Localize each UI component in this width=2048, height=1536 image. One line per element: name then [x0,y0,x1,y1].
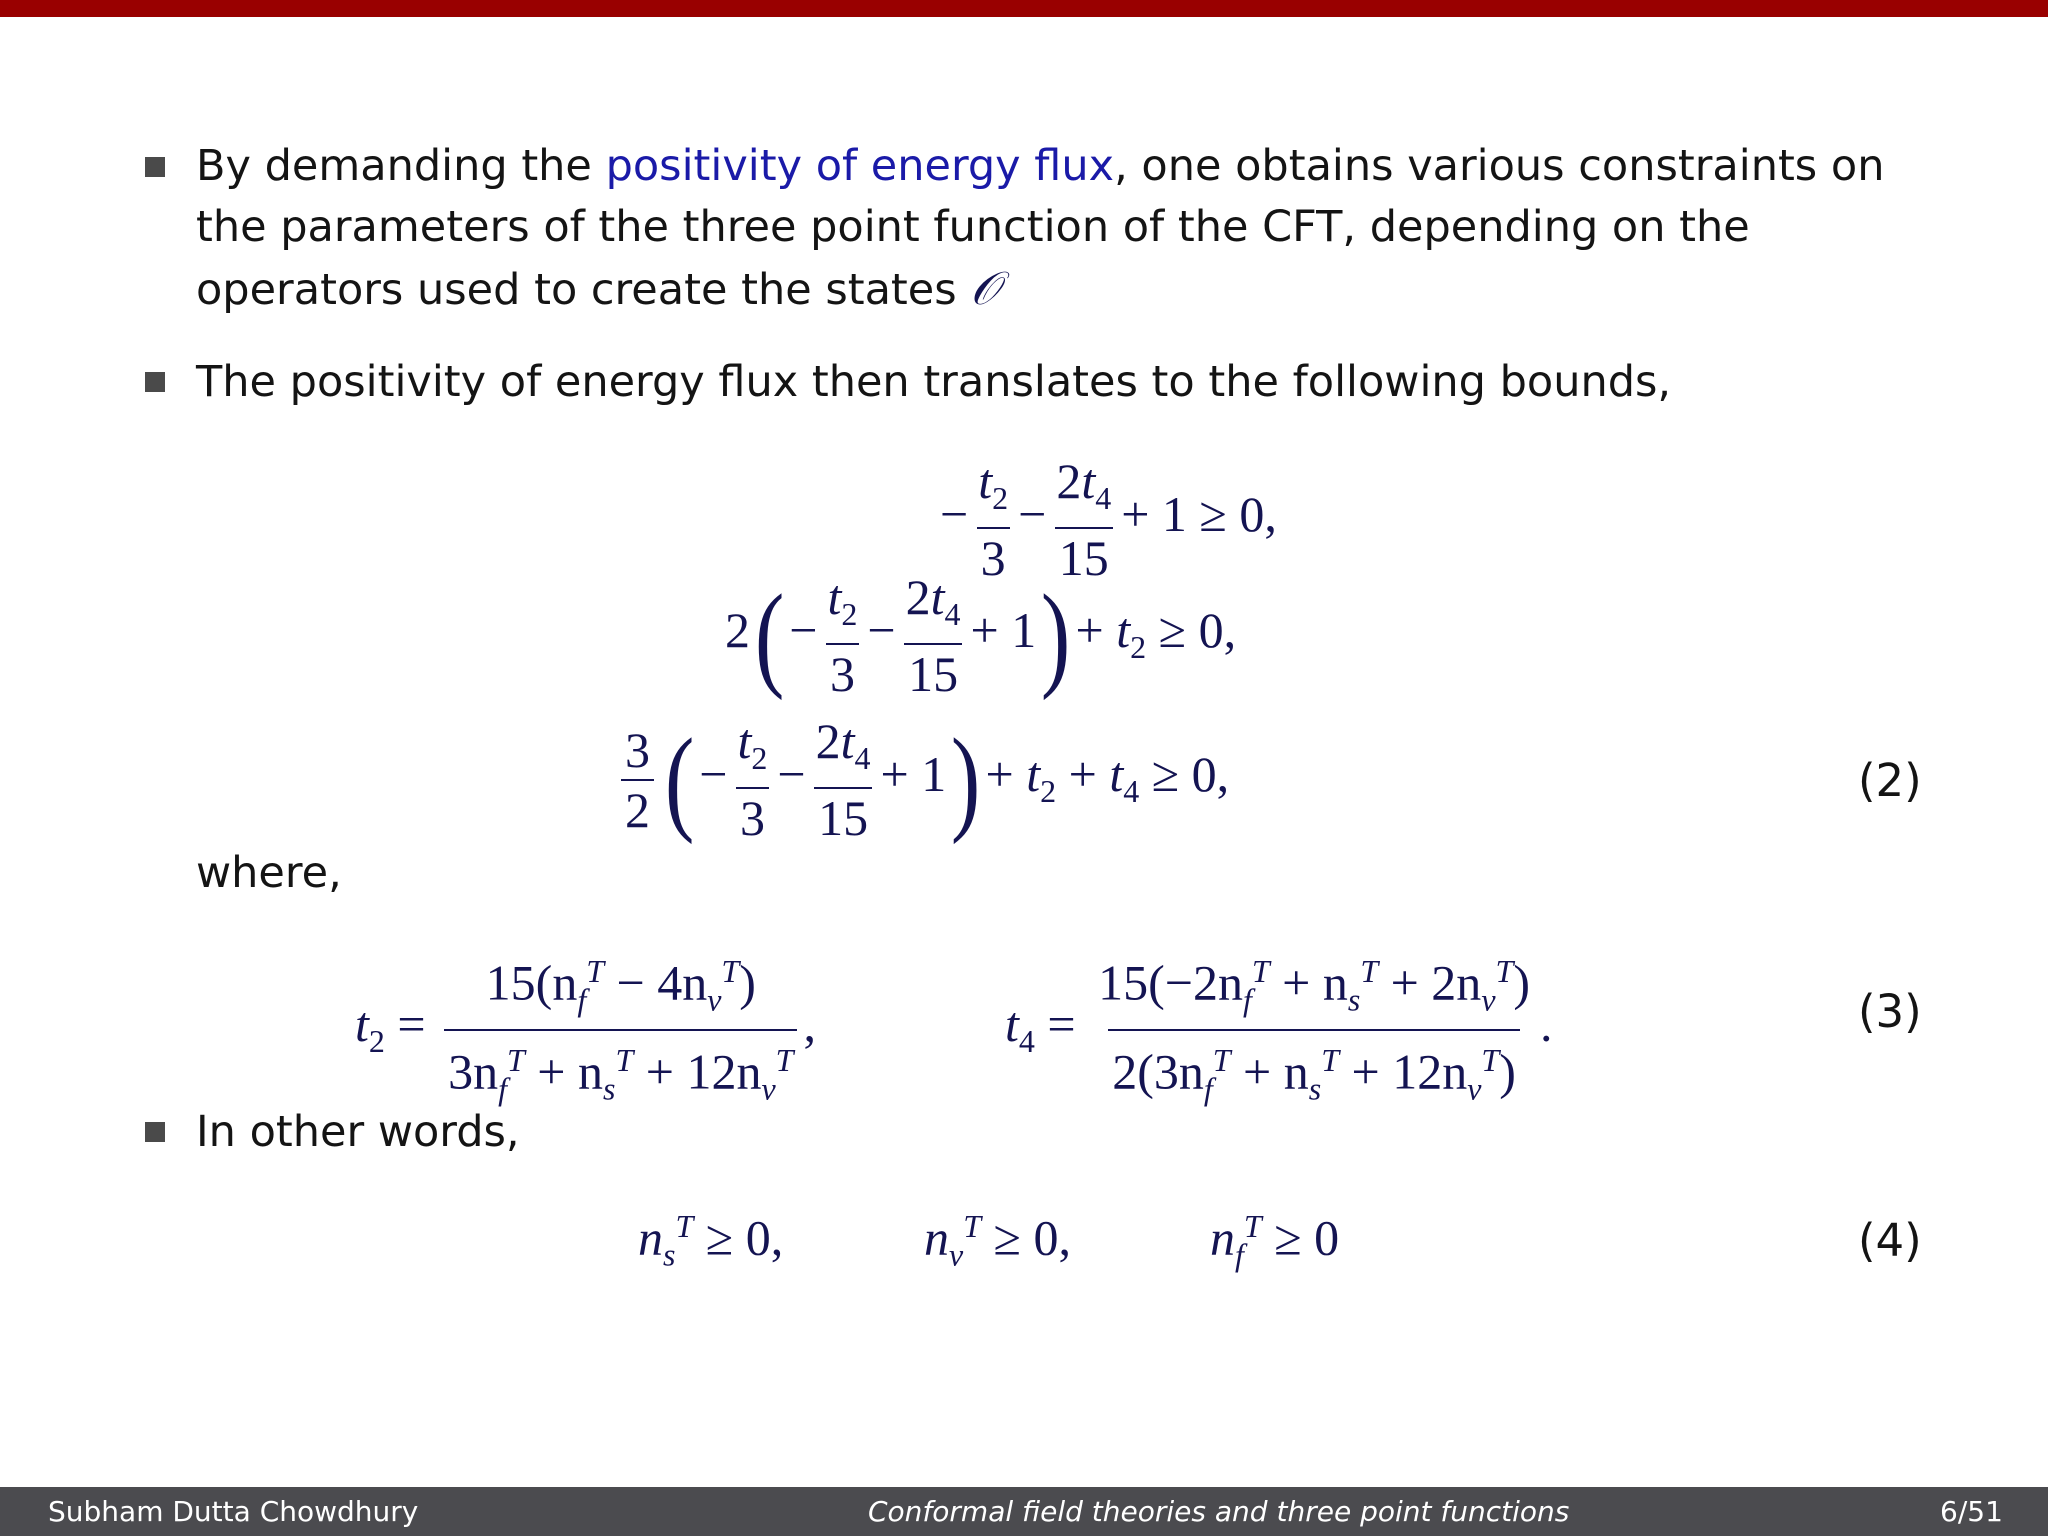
t2-definition: $t_2$ = $\frac{15(n_f^T - 4n_v^T)}{3n_f^T + n_s^T + 12n_v^T}$ , [355,942,816,1117]
bound-eq-3: $\frac{3}{2}$ (− $\frac{t_2}{3}$ − $\frac{2t_4}{15}$ + $1)+ t_2 + t_4 \ge 0$, [615,712,1229,847]
bound-eq-2: 2(− $\frac{t_2}{3}$ − $\frac{2t_4}{15}$ + $1)+ t_2 \ge 0$, [725,569,1237,702]
positivity-link[interactable]: positivity of energy flux [605,141,1115,191]
footer-page: 6/51 [1940,1495,2003,1528]
top-accent-bar [0,0,2048,17]
operator-symbol: 𝒪 [970,263,1000,314]
footer-author: Subham Dutta Chowdhury [48,1495,419,1528]
bullet-2-text: The positivity of energy flux then translates to the following bounds, [196,357,1672,407]
bound-eq-1: − $\frac{t_2}{3}$ − $\frac{2t_4}{15}$ + 1 ≥ 0, [940,453,1277,586]
bullet-1-text [196,136,1946,321]
t4-definition: $t_4$ = $\frac{15(-2n_f^T + n_s^T + 2n_v^T)}{2(3n_f^T + n_s^T + 12n_v^T)}$ . [1005,942,1552,1117]
footer-bar [0,1487,2048,1536]
ns-bound: $n_s^T \ge 0$, [638,1208,784,1273]
bullet-3-text: In other words, [196,1107,520,1157]
equation-number-2: (2) [1858,754,1922,807]
nv-bound: $n_v^T \ge 0$, [924,1208,1071,1273]
bullet-1-pre: By demanding the [196,141,606,191]
bullet-marker [145,1122,165,1142]
footer-title: Conformal field theories and three point functions [868,1495,1570,1528]
nf-bound: $n_f^T \ge 0$ [1210,1208,1340,1273]
bullet-marker [145,157,165,177]
bullet-marker [145,372,165,392]
where-label: where, [196,848,342,898]
equation-number-3: (3) [1858,985,1922,1038]
bullet-1-post: , one obtains various constraints on the parameters of the three point function of the CFT, depending on the operators used to create the states [196,141,1885,315]
equation-number-4: (4) [1858,1214,1922,1267]
